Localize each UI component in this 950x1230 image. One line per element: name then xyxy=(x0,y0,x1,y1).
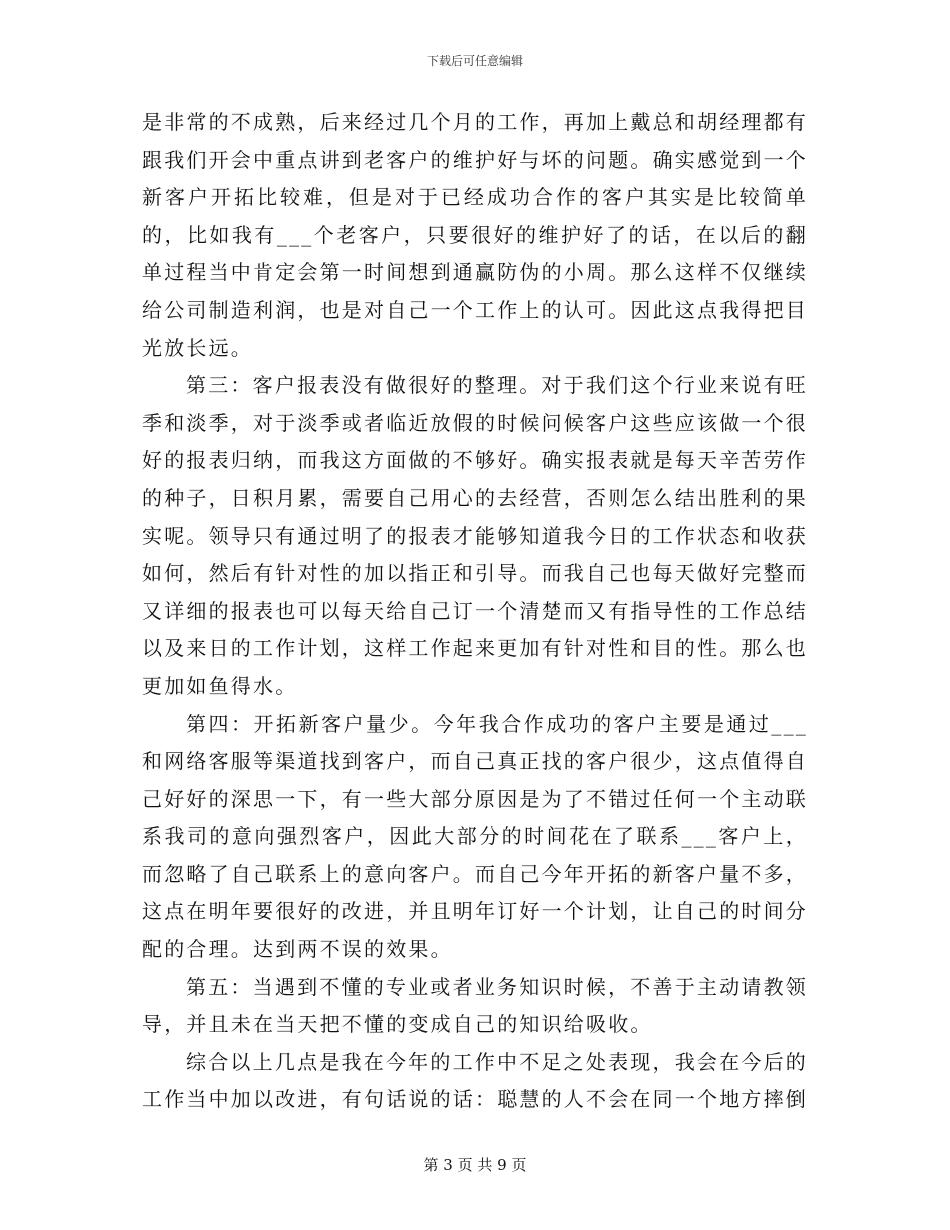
page-header: 下载后可任意编辑 xyxy=(426,54,523,68)
paragraph-point-three: 第三：客户报表没有做很好的整理。对于我们这个行业来说有旺季和淡季，对于淡季或者临近放假的时候问候客户这些应该做一个很好的报表归纳，而我这方面做的不够好。确实报表就是每天辛苦劳作的种子，日积月累，需要自己用心的去经营，否则怎么结出胜利的果实呢。领导只有通过明了的报表才能够知道我今日的工作状态和收获如何，然后有针对性的加以指正和引导。而我自己也每天做好完整而又详细的报表也可以每天给自己订一个清楚而又有指导性的工作总结以及来日的工作计划，这样工作起来更加有针对性和目的性。那么也更加如鱼得水。 xyxy=(142,373,808,698)
page-number-footer: 第 3 页 共 9 页 xyxy=(423,1156,527,1174)
paragraph-point-five: 第五：当遇到不懂的专业或者业务知识时候，不善于主动请教领导，并且未在当天把不懂的变成自己的知识给吸收。 xyxy=(142,974,808,1037)
paragraph-summary: 综合以上几点是我在今年的工作中不足之处表现，我会在今后的工作当中加以改进，有句话说的话：聪慧的人不会在同一个地方摔倒 xyxy=(142,1049,808,1112)
paragraph-point-four: 第四：开拓新客户量少。今年我合作成功的客户主要是通过___和网络客服等渠道找到客户，而自己真正找的客户很少，这点值得自己好好的深思一下，有一些大部分原因是为了不错过任何一个主动联系我司的意向强烈客户，因此大部分的时间花在了联系___客户上，而忽略了自己联系上的意向客户。而自己今年开拓的新客户量不多，这点在明年要很好的改进，并且明年订好一个计划，让自己的时间分配的合理。达到两不误的效果。 xyxy=(142,711,808,962)
document-body xyxy=(142,104,808,1119)
paragraph-continuation: 是非常的不成熟，后来经过几个月的工作，再加上戴总和胡经理都有跟我们开会中重点讲到老客户的维护好与坏的问题。确实感觉到一个新客户开拓比较难，但是对于已经成功合作的客户其实是比较简单的，比如我有___个老客户，只要很好的维护好了的话，在以后的翻单过程当中肯定会第一时间想到通赢防伪的小周。那么这样不仅继续给公司制造利润，也是对自己一个工作上的认可。因此这点我得把目光放长远。 xyxy=(142,110,808,360)
